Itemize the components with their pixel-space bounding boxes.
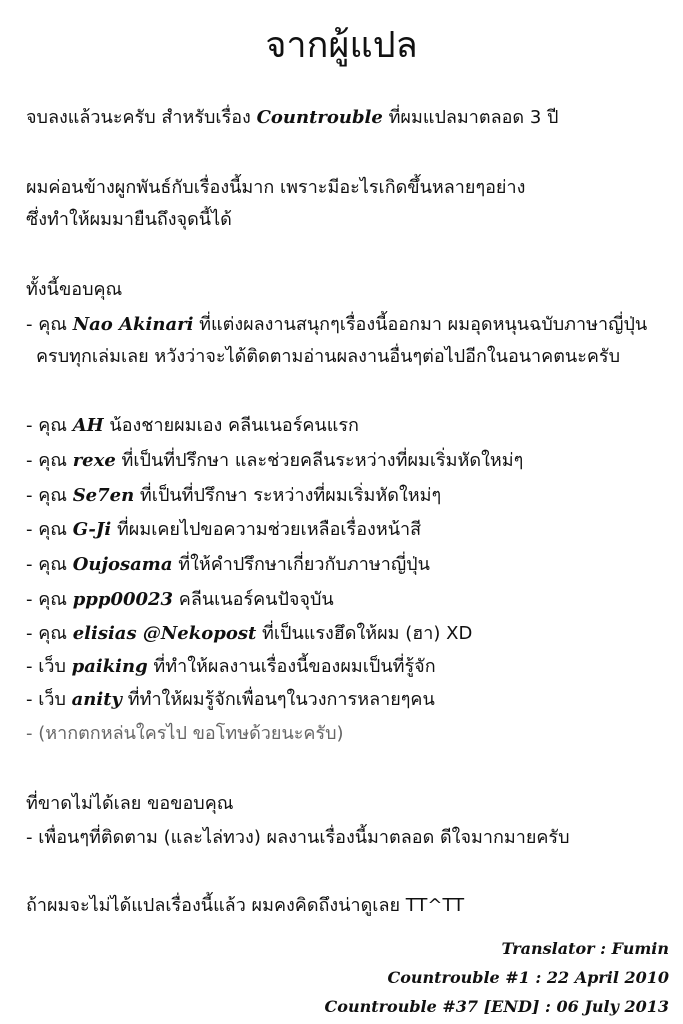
list-item-prefix: - เว็บ xyxy=(26,689,72,710)
list-item-prefix: - คุณ xyxy=(26,554,73,575)
thanks-heading: ทั้งนี้ขอบคุณ xyxy=(26,279,123,300)
last-chapter-date: Countrouble #37 [END] : 06 July 2013 xyxy=(324,997,669,1016)
list-item-name: paiking xyxy=(71,656,148,677)
list-item-name: ppp00023 xyxy=(72,589,174,610)
list-item xyxy=(26,653,436,681)
list-item-name: G-Ji xyxy=(72,519,112,540)
list-item-name: anity xyxy=(71,689,122,710)
list-item-prefix: - คุณ xyxy=(26,519,73,540)
thanks-author-text: ที่แต่งผลงานสนุกๆเรื่องนี้ออกมา ผมอุดหนุนฉบับภาษาญี่ปุ่น xyxy=(193,314,648,335)
list-item-text: ที่เป็นที่ปรึกษา และช่วยคลีนระหว่างที่ผมเริ่มหัดใหม่ๆ xyxy=(115,450,524,471)
list-item-name: rexe xyxy=(72,450,116,471)
list-item-name: AH xyxy=(72,415,104,436)
list-item xyxy=(26,447,523,475)
list-item-text: ที่ให้คำปรึกษาเกี่ยวกับภาษาญี่ปุ่น xyxy=(172,554,430,575)
intro-line xyxy=(26,104,558,132)
list-item-name: elisias @Nekopost xyxy=(72,623,257,644)
list-item-prefix: - คุณ xyxy=(26,623,73,644)
cannot-miss-heading: ที่ขาดไม่ได้เลย ขอขอบคุณ xyxy=(26,793,234,814)
series-name: Countrouble xyxy=(256,107,383,128)
list-item-prefix: - เว็บ xyxy=(26,656,72,677)
list-item-prefix: - คุณ xyxy=(26,415,73,436)
list-item-prefix: - คุณ xyxy=(26,589,73,610)
list-item-name: Oujosama xyxy=(72,554,173,575)
intro-pre: จบลงแล้วนะครับ สำหรับเรื่อง xyxy=(26,107,257,128)
list-item xyxy=(26,620,472,648)
first-chapter-date: Countrouble #1 : 22 April 2010 xyxy=(387,968,669,987)
paragraph-line-2: ซึ่งทำให้ผมมายืนถึงจุดนี้ได้ xyxy=(26,209,232,230)
thanks-author-name: Nao Akinari xyxy=(72,314,194,335)
list-item-prefix: - คุณ xyxy=(26,450,73,471)
list-item-name: Se7en xyxy=(72,485,135,506)
page-title: จากผู้แปล xyxy=(265,25,418,66)
intro-post: ที่ผมแปลมาตลอด 3 ปี xyxy=(382,107,559,128)
thanks-author-line xyxy=(26,311,647,339)
list-item xyxy=(26,586,334,614)
closing-line: ถ้าผมจะไม่ได้แปลเรื่องนี้แล้ว ผมคงคิดถึงน่าดูเลย TT^TT xyxy=(26,895,465,916)
list-item-text: น้องชายผมเอง คลีนเนอร์คนแรก xyxy=(103,415,359,436)
translator-credit: Translator : Fumin xyxy=(501,939,669,958)
list-item xyxy=(26,412,359,440)
list-item-prefix: - คุณ xyxy=(26,485,73,506)
list-item xyxy=(26,686,435,714)
list-item-text: คลีนเนอร์คนปัจจุบัน xyxy=(173,589,334,610)
list-item-text: ที่เป็นที่ปรึกษา ระหว่างที่ผมเริ่มหัดใหม่ๆ xyxy=(134,485,442,506)
apology-line: - (หากตกหล่นใครไป ขอโทษด้วยนะครับ) xyxy=(26,723,344,744)
thanks-author-prefix: - คุณ xyxy=(26,314,73,335)
list-item-text: ที่ทำให้ผมรู้จักเพื่อนๆในวงการหลายๆคน xyxy=(122,689,435,710)
list-item xyxy=(26,516,421,544)
thanks-author-line-2: ครบทุกเล่มเลย หวังว่าจะได้ติดตามอ่านผลงานอื่นๆต่อไปอีกในอนาคตนะครับ xyxy=(36,346,620,367)
list-item xyxy=(26,482,441,510)
list-item-text: ที่ทำให้ผลงานเรื่องนี้ของผมเป็นที่รู้จัก xyxy=(147,656,436,677)
list-item-text: ที่เป็นแรงฮึดให้ผม (ฮา) XD xyxy=(256,623,473,644)
friends-thanks-line: - เพื่อนๆที่ติดตาม (และไล่ทวง) ผลงานเรื่องนี้มาตลอด ดีใจมากมายครับ xyxy=(26,827,570,848)
paragraph-line-1: ผมค่อนข้างผูกพันธ์กับเรื่องนี้มาก เพราะมีอะไรเกิดขึ้นหลายๆอย่าง xyxy=(26,177,526,198)
list-item xyxy=(26,551,430,579)
list-item-text: ที่ผมเคยไปขอความช่วยเหลือเรื่องหน้าสี xyxy=(111,519,422,540)
